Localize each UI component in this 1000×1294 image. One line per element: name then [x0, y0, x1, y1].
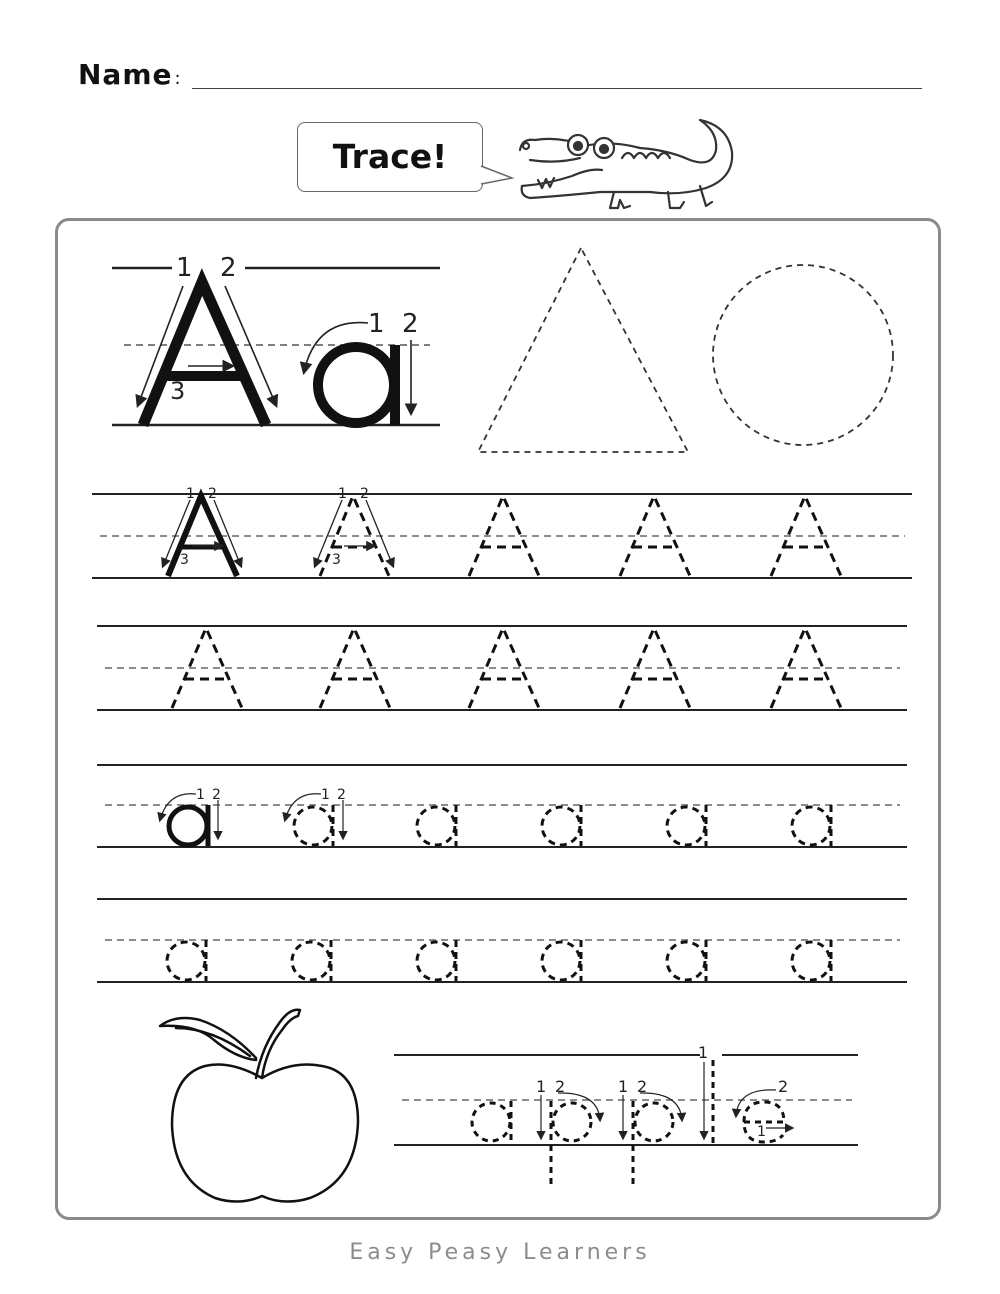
name-label: Name :	[78, 58, 182, 91]
practice-row-uppercase-1[interactable]	[92, 486, 912, 578]
apple-icon	[160, 1010, 358, 1202]
svg-text:2: 2	[208, 486, 217, 502]
model-lowercase-a	[304, 323, 411, 425]
practice-row-lowercase-1[interactable]	[97, 765, 907, 847]
svg-text:1: 1	[338, 486, 347, 502]
model-uppercase-a	[138, 282, 276, 425]
word-stroke-number: 1	[698, 1043, 709, 1062]
bubble-tail	[480, 166, 512, 184]
svg-text:3: 3	[180, 552, 189, 568]
footer-brand: Easy Peasy Learners	[349, 1240, 651, 1265]
model-letters	[112, 253, 440, 425]
practice-row-lowercase-2[interactable]	[97, 899, 907, 982]
stroke-number-3: 3	[170, 377, 186, 405]
word-stroke-number: 1	[618, 1077, 629, 1096]
svg-text:2: 2	[360, 486, 369, 502]
svg-text:2: 2	[337, 787, 346, 803]
trace-circle[interactable]	[713, 265, 893, 445]
word-stroke-number: 1	[757, 1124, 766, 1140]
practice-row-uppercase-2[interactable]	[97, 626, 907, 710]
word-stroke-number: 2	[637, 1077, 648, 1096]
svg-text:3: 3	[332, 552, 341, 568]
svg-text:2: 2	[212, 787, 221, 803]
trace-heading: Trace!	[332, 137, 448, 176]
stroke-number-2: 2	[220, 253, 237, 283]
stroke-number-1: 1	[176, 253, 193, 283]
svg-text:1: 1	[186, 486, 195, 502]
word-stroke-number: 2	[555, 1077, 566, 1096]
svg-text:1: 1	[196, 787, 205, 803]
crocodile-icon	[520, 120, 732, 208]
lowercase-stroke-number-1: 1	[368, 309, 385, 339]
word-stroke-number: 1	[536, 1077, 547, 1096]
svg-text:1: 1	[321, 787, 330, 803]
word-practice-apple[interactable]	[394, 1043, 858, 1186]
word-stroke-number: 2	[778, 1077, 789, 1096]
trace-triangle[interactable]	[478, 248, 688, 452]
lowercase-stroke-number-2: 2	[402, 309, 419, 339]
